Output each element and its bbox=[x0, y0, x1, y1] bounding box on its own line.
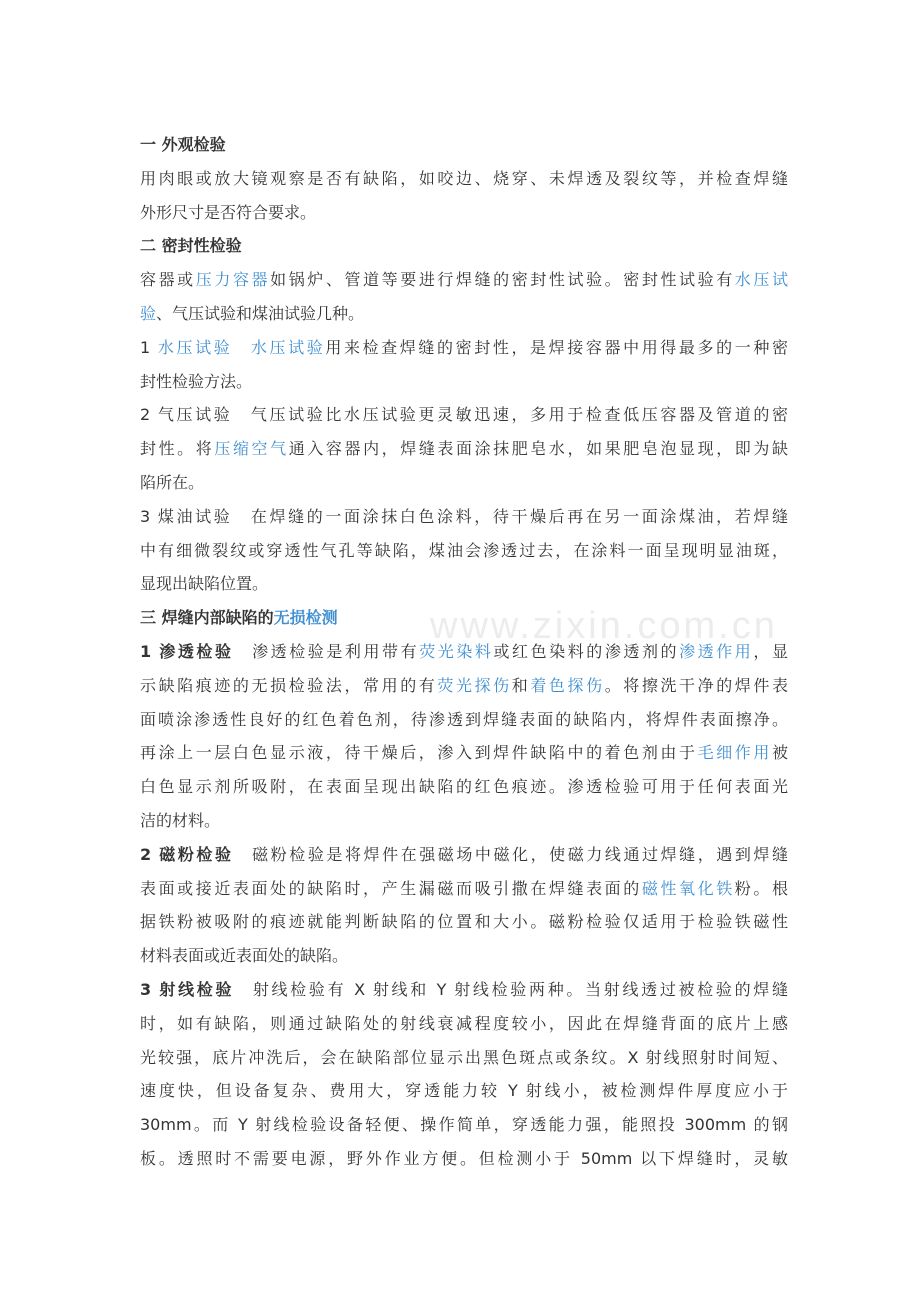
link-water-pressure-test-title[interactable]: 水压试验 bbox=[157, 337, 233, 357]
text: 、气压试验和煤油试验几种。 bbox=[156, 303, 365, 323]
text: 被 bbox=[771, 743, 788, 763]
text: 磁粉检验是将焊件在强磁场中磁化，使磁力线通过焊缝，遇到焊缝 bbox=[233, 844, 788, 864]
paragraph-line: 陷所在。 bbox=[140, 472, 205, 492]
text: 封性。将 bbox=[140, 439, 215, 459]
paragraph-line: 显现出缺陷位置。 bbox=[140, 574, 269, 594]
text: 和 bbox=[511, 675, 531, 695]
link-pressure-vessel[interactable]: 压力容器 bbox=[195, 270, 271, 290]
paragraph-line bbox=[140, 635, 788, 669]
link-fluorescent-inspection[interactable]: 荧光探伤 bbox=[437, 675, 512, 695]
paragraph-line: 板。透照时不需要电源，野外作业方便。但检测小于 50mm 以下焊缝时，灵敏 bbox=[140, 1148, 788, 1168]
item-label-radiographic: 3 射线检验 bbox=[140, 979, 235, 999]
paragraph-line: 据铁粉被吸附的痕迹就能判断缺陷的位置和大小。磁粉检验仅适用于检验铁磁性 bbox=[140, 912, 788, 932]
item-number: 1 bbox=[140, 337, 158, 357]
paragraph-line: 材料表面或近表面处的缺陷。 bbox=[140, 946, 349, 966]
text: 表面或接近表面处的缺陷时，产生漏磁而吸引撒在焊缝表面的 bbox=[140, 878, 642, 898]
item-label-magnetic: 2 磁粉检验 bbox=[140, 844, 234, 864]
text: ，显 bbox=[753, 641, 788, 661]
section-heading-internal-defect-ndt bbox=[140, 601, 788, 635]
link-capillary-action[interactable]: 毛细作用 bbox=[697, 743, 772, 763]
link-magnetic-iron-oxide[interactable]: 磁性氧化铁 bbox=[641, 878, 735, 898]
link-water-pressure-test-cont[interactable]: 验 bbox=[140, 303, 157, 323]
text: 通入容器内，焊缝表面涂抹肥皂水，如果肥皂泡显现，即为缺 bbox=[288, 439, 788, 459]
link-dye-inspection[interactable]: 着色探伤 bbox=[530, 675, 605, 695]
text: 如锅炉、管道等要进行焊缝的密封性试验。密封性试验有 bbox=[270, 270, 735, 290]
link-penetration-effect[interactable]: 渗透作用 bbox=[679, 641, 754, 661]
paragraph-line bbox=[140, 669, 788, 703]
link-water-pressure-test-body[interactable]: 水压试验 bbox=[250, 337, 326, 357]
text: 示缺陷痕迹的无损检验法，常用的有 bbox=[140, 675, 438, 695]
link-fluorescent-dye[interactable]: 荧光染料 bbox=[419, 641, 494, 661]
paragraph-line: 时，如有缺陷，则通过缺陷处的射线衰减程度较小，因此在焊缝背面的底片上感 bbox=[140, 1013, 788, 1033]
text: 再涂上一层白色显示液，待干燥后，渗入到焊件缺陷中的着色剂由于 bbox=[140, 743, 698, 763]
text: 用来检查焊缝的密封性，是焊接容器中用得最多的一种密 bbox=[325, 337, 788, 357]
link-water-pressure-test[interactable]: 水压试 bbox=[734, 270, 788, 290]
paragraph-line: 光较强，底片冲洗后，会在缺陷部位显示出黑色斑点或条纹。X 射线照射时间短、 bbox=[140, 1047, 788, 1067]
text: 粉。根 bbox=[734, 878, 788, 898]
text: 或红色染料的渗透剂的 bbox=[493, 641, 680, 661]
watermark: www.zixin.com.cn bbox=[430, 605, 778, 647]
paragraph-line: 洁的材料。 bbox=[140, 810, 221, 830]
section-heading-visual-inspection: 一 外观检验 bbox=[140, 135, 226, 154]
paragraph-line: 3 煤油试验 在焊缝的一面涂抹白色涂料，待干燥后再在另一面涂煤油，若焊缝 bbox=[140, 506, 788, 526]
paragraph-line bbox=[140, 331, 788, 365]
paragraph-line: 封性检验方法。 bbox=[140, 371, 253, 391]
text: 。将擦洗干净的焊件表 bbox=[604, 675, 788, 695]
paragraph-line: 中有细微裂纹或穿透性气孔等缺陷，煤油会渗透过去，在涂料一面呈现明显油斑， bbox=[140, 540, 788, 560]
text bbox=[232, 338, 251, 357]
paragraph-line bbox=[140, 973, 788, 1007]
paragraph-line bbox=[140, 838, 788, 872]
paragraph-line bbox=[140, 432, 788, 466]
paragraph-line: 30mm。而 Y 射线检验设备轻便、操作简单，穿透能力强，能照投 300mm 的钢 bbox=[140, 1115, 788, 1135]
paragraph-line: 速度快，但设备复杂、费用大，穿透能力较 Y 射线小，被检测焊件厚度应小于 bbox=[140, 1081, 788, 1101]
text: 三 焊缝内部缺陷的 bbox=[140, 608, 274, 628]
item-label-penetrant: 1 渗透检验 bbox=[140, 641, 234, 661]
link-nondestructive-testing[interactable]: 无损检测 bbox=[273, 608, 338, 628]
text: 射线检验有 X 射线和 Y 射线检验两种。当射线透过被检验的焊缝 bbox=[234, 979, 788, 999]
text: 容器或 bbox=[140, 270, 196, 290]
paragraph-line: 面喷涂渗透性良好的红色着色剂，待渗透到焊缝表面的缺陷内，将焊件表面擦净。 bbox=[140, 709, 788, 729]
paragraph-line: 用肉眼或放大镜观察是否有缺陷，如咬边、烧穿、未焊透及裂纹等，并检查焊缝 bbox=[140, 168, 788, 188]
paragraph-line bbox=[140, 736, 788, 770]
paragraph-line bbox=[140, 872, 788, 906]
paragraph-line bbox=[140, 297, 788, 331]
paragraph-line: 2 气压试验 气压试验比水压试验更灵敏迅速，多用于检查低压容器及管道的密 bbox=[140, 405, 788, 425]
paragraph-line: 白色显示剂所吸附，在表面呈现出缺陷的红色痕迹。渗透检验可用于任何表面光 bbox=[140, 777, 788, 797]
text: 渗透检验是利用带有 bbox=[233, 641, 420, 661]
link-compressed-air[interactable]: 压缩空气 bbox=[214, 439, 289, 459]
paragraph-line bbox=[140, 263, 788, 297]
section-heading-sealing-inspection: 二 密封性检验 bbox=[140, 236, 242, 256]
paragraph-line: 外形尺寸是否符合要求。 bbox=[140, 202, 317, 222]
document-body bbox=[140, 128, 788, 1176]
